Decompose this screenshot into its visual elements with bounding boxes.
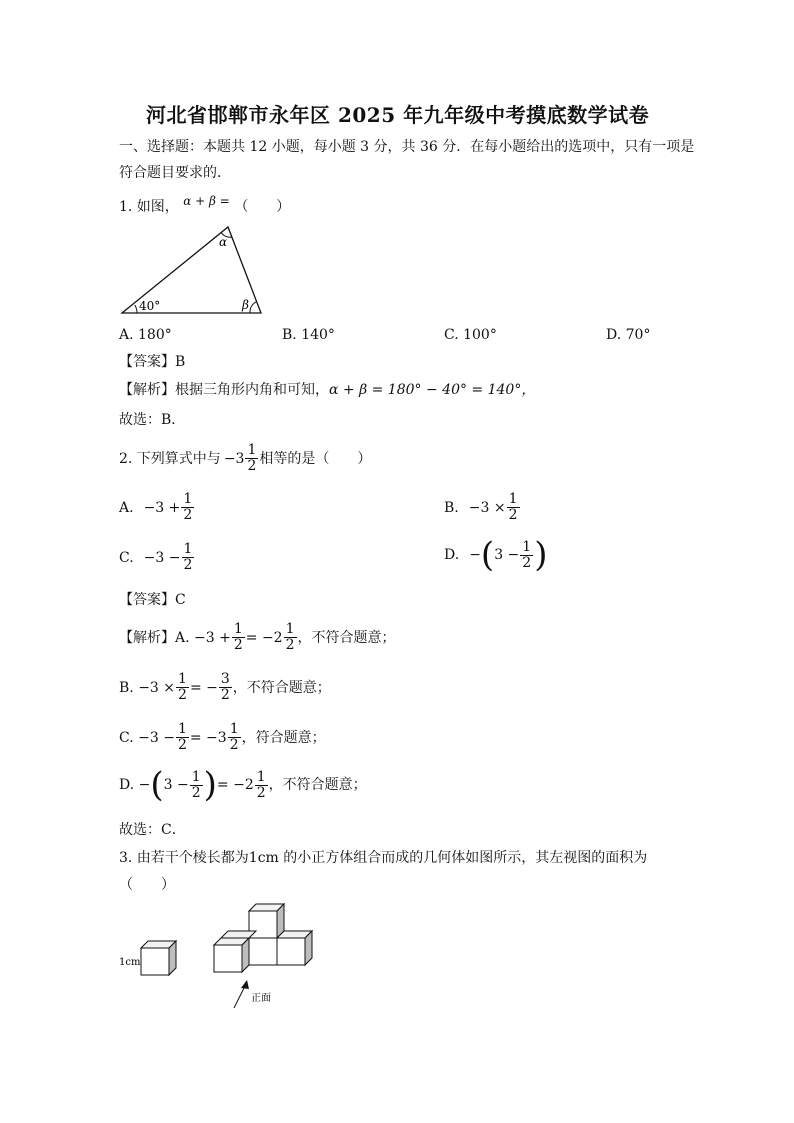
q2-stem (119, 443, 371, 474)
q1-analysis (119, 380, 535, 400)
option-expression: −3 × (468, 499, 506, 516)
solution-text: B. −3 × (119, 679, 176, 696)
fraction: $\frac{1}{2}$ (233, 621, 243, 653)
right-paren: ) (203, 765, 217, 805)
fraction: $\frac{1}{2}$ (229, 721, 239, 753)
q2-option-c (119, 542, 195, 573)
solution-text: ，不符合题意； (297, 629, 396, 646)
solution-text: C. −3 − (119, 729, 175, 746)
solution-text: ，符合题意； (241, 729, 326, 746)
solution-text: = −2 (245, 629, 283, 646)
right-paren: ) (534, 535, 548, 575)
left-paren: ( (480, 535, 495, 575)
fraction: $\frac{1}{2}$ (522, 538, 532, 571)
q3-stem-line2: （ ） (119, 877, 175, 893)
option-expression: −3 − (143, 549, 181, 566)
option-label: D. (444, 547, 460, 563)
q1-triangle-figure (115, 222, 275, 317)
solution-text: 【解析】A. −3 + (119, 629, 231, 646)
unit-label: 1cm (119, 957, 141, 968)
solution-text: = −2 (216, 777, 254, 793)
solution-text: 3 − (163, 777, 189, 793)
q1-option-c: C. 100° (444, 327, 497, 343)
q1-blank: （ ） (234, 199, 291, 215)
fraction: $\frac{3}{2}$ (220, 671, 230, 703)
fraction: $\frac{1}{2}$ (285, 621, 295, 653)
q1-analysis-text: 【解析】根据三角形内角和可知， (119, 382, 329, 398)
solution-text: ，不符合题意； (232, 679, 331, 696)
fraction: $\frac{1}{2}$ (508, 491, 518, 523)
option-expression: 3 − (494, 547, 520, 563)
angle-40-arc (135, 305, 137, 313)
q2-mixed-number-whole: −3 (223, 450, 245, 467)
option-label: C. (119, 549, 134, 566)
section-heading-line1: 一、选择题：本题共 12 小题，每小题 3 分，共 36 分．在每小题给出的选项中，只有一项是 (119, 139, 695, 155)
solution-text: = −3 (189, 729, 227, 746)
q1-conclusion: 故选：B． (119, 412, 186, 428)
front-arrowhead (241, 980, 249, 989)
solution-text: D. − (119, 777, 151, 793)
front-left-cube (214, 938, 249, 972)
fraction: $\frac{1}{2}$ (191, 768, 201, 801)
q1-option-d: D. 70° (606, 327, 651, 343)
beta-label: β (242, 298, 249, 312)
q2-answer: 【答案】C (119, 592, 186, 608)
q1-option-a: A. 180° (119, 327, 172, 343)
alpha-label: α (219, 235, 228, 249)
fraction: $\frac{1}{2}$ (183, 491, 193, 523)
q1-number: 1. 如图， (119, 199, 179, 215)
q2-solution-d (119, 765, 367, 805)
q2-option-d (444, 535, 548, 575)
q1-stem (119, 194, 291, 217)
q2-stem-prefix: 2. 下列算式中与 (119, 450, 221, 467)
angle-beta-arc (250, 302, 256, 313)
front-label: 正面 (251, 993, 271, 1004)
q2-solution-a (119, 622, 396, 653)
option-label: A. (119, 499, 134, 516)
option-minus: − (469, 547, 481, 563)
left-paren: ( (150, 765, 164, 805)
fraction: $\frac{1}{2}$ (183, 541, 193, 573)
q1-option-b: B. 140° (282, 327, 335, 343)
q2-stem-suffix: 相等的是（ ） (259, 450, 372, 467)
right-cube (277, 931, 312, 965)
solution-text: = − (189, 679, 218, 696)
option-label: B. (444, 499, 459, 516)
q2-conclusion: 故选：C． (119, 822, 186, 838)
q1-expression: α + β = (183, 194, 230, 208)
unit-cube (141, 941, 176, 975)
fraction: $\frac{1}{2}$ (177, 721, 187, 753)
fraction: $\frac{1}{2}$ (256, 768, 266, 801)
q3-cubes-figure (115, 900, 335, 1015)
option-expression: −3 + (143, 499, 181, 516)
section-heading-line2: 符合题目要求的． (119, 165, 231, 181)
page-title: 河北省邯郸市永年区 2025 年九年级中考摸底数学试卷 (146, 103, 650, 127)
q2-solution-c (119, 722, 326, 753)
middle-cube (249, 938, 277, 965)
q2-solution-b (119, 672, 331, 703)
q2-option-b (444, 492, 521, 523)
q2-stem-fraction: $\frac{1}{2}$ (247, 442, 257, 474)
q2-option-a (119, 492, 195, 523)
solution-text: ，不符合题意； (268, 777, 367, 793)
fraction: $\frac{1}{2}$ (178, 671, 187, 703)
q3-stem-line1: 3. 由若干个棱长都为1cm 的小正方体组合而成的几何体如图所示，其左视图的面积为 (119, 850, 648, 866)
q1-analysis-formula: α + β = 180° − 40° = 140°， (329, 382, 536, 398)
q1-answer: 【答案】B (119, 354, 186, 370)
angle-40-label: 40° (139, 299, 161, 313)
